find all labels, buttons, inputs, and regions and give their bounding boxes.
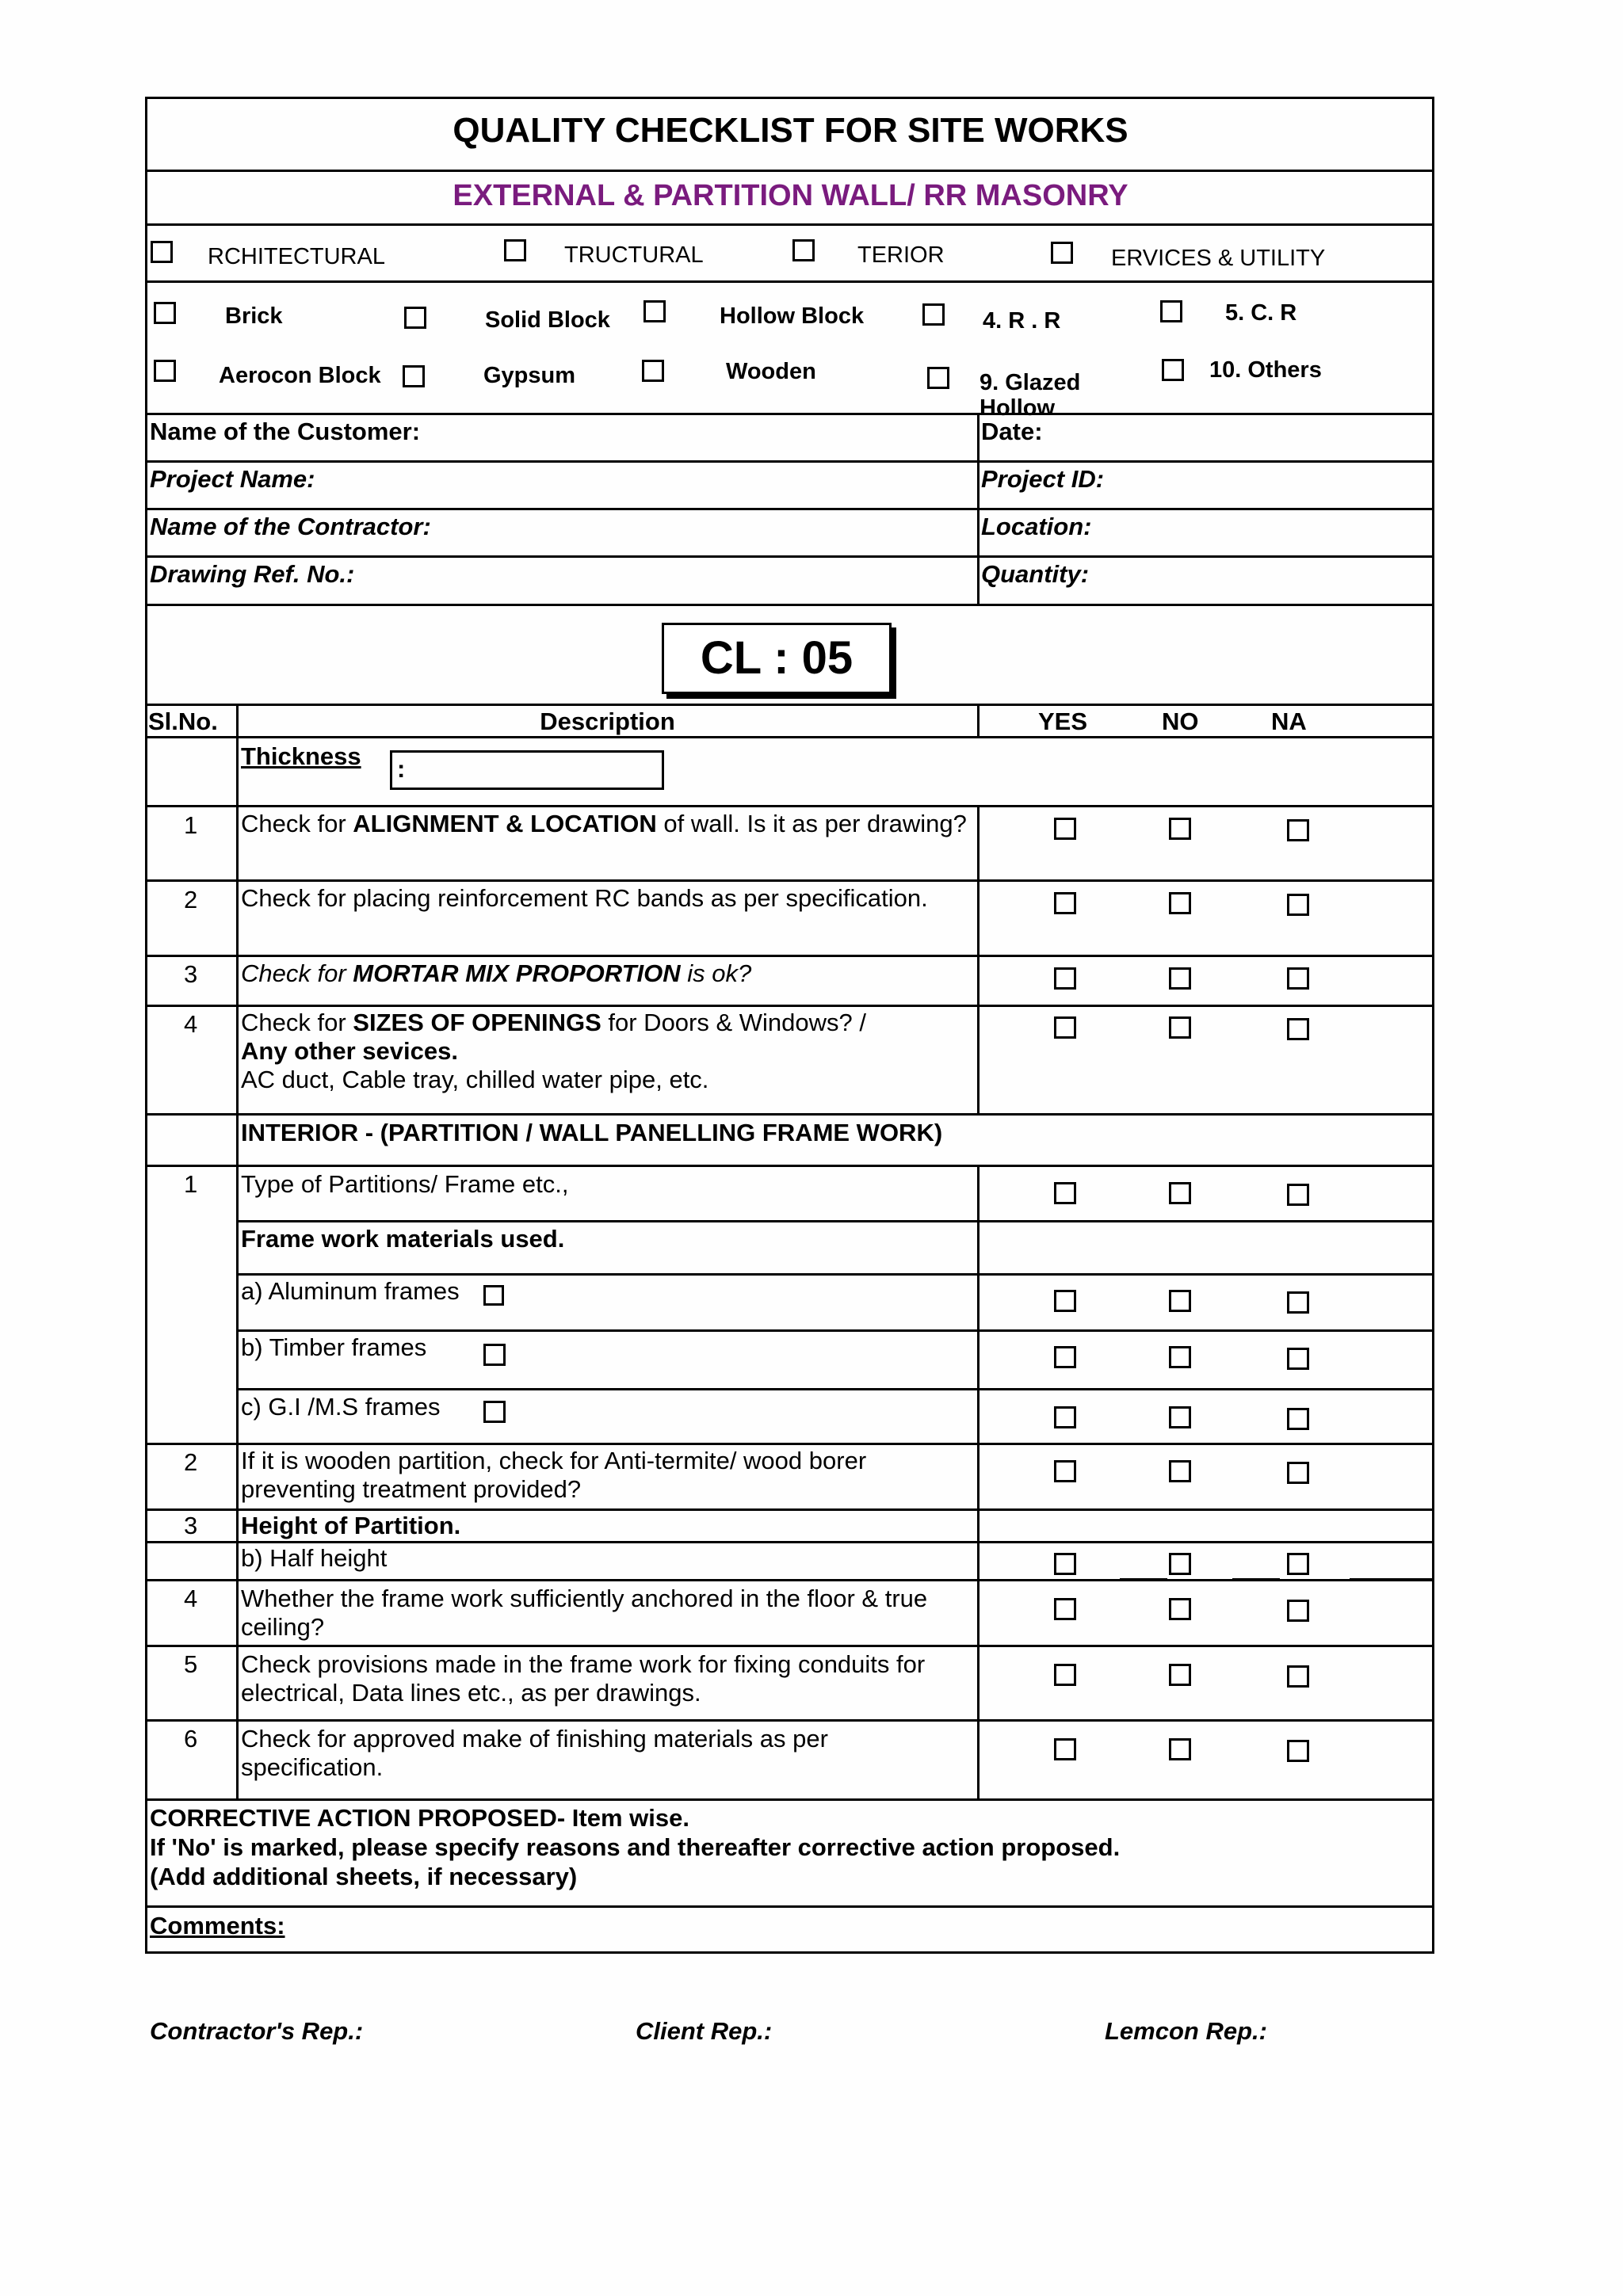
row-description: a) Aluminum frames bbox=[241, 1277, 460, 1305]
rule bbox=[145, 1798, 1434, 1801]
customer-label: Name of the Customer: bbox=[150, 418, 421, 445]
date-label: Date: bbox=[981, 418, 1043, 445]
col-header-na: NA bbox=[1271, 707, 1307, 735]
category-checkbox[interactable] bbox=[504, 239, 526, 261]
quantity-label: Quantity: bbox=[981, 560, 1090, 588]
interior-heading: INTERIOR - (PARTITION / WALL PANELLING FRAME WORK) bbox=[241, 1119, 943, 1146]
frame-material-checkbox[interactable] bbox=[483, 1285, 504, 1306]
yes-checkbox[interactable] bbox=[1054, 1346, 1076, 1368]
material-checkbox[interactable] bbox=[922, 303, 945, 326]
thickness-label: Thickness bbox=[241, 742, 361, 770]
page-title: QUALITY CHECKLIST FOR SITE WORKS bbox=[453, 111, 1128, 150]
row-number: 1 bbox=[184, 1170, 198, 1198]
rule bbox=[1232, 1578, 1280, 1581]
corrective-heading: CORRECTIVE ACTION PROPOSED- Item wise. bbox=[150, 1804, 689, 1832]
material-checkbox[interactable] bbox=[927, 367, 949, 389]
info-divider bbox=[977, 413, 980, 606]
yes-checkbox[interactable] bbox=[1054, 1598, 1076, 1620]
slno-divider bbox=[236, 704, 239, 1801]
rule bbox=[236, 1329, 1434, 1332]
location-label: Location: bbox=[981, 513, 1092, 540]
yes-checkbox[interactable] bbox=[1054, 1553, 1076, 1575]
contractor-label: Name of the Contractor: bbox=[150, 513, 431, 540]
rule bbox=[145, 280, 1434, 283]
rule bbox=[145, 460, 1434, 463]
row-number: 6 bbox=[184, 1725, 198, 1753]
no-checkbox[interactable] bbox=[1169, 1346, 1191, 1368]
lemcon-rep-label: Lemcon Rep.: bbox=[1105, 2017, 1267, 2045]
row-number: 4 bbox=[184, 1585, 198, 1612]
no-checkbox[interactable] bbox=[1169, 1553, 1191, 1575]
yes-checkbox[interactable] bbox=[1054, 1460, 1076, 1482]
rule bbox=[145, 223, 1434, 226]
row-description: Frame work materials used. bbox=[241, 1225, 565, 1253]
yes-checkbox[interactable] bbox=[1054, 892, 1076, 914]
rule bbox=[145, 736, 1434, 738]
material-label: Solid Block bbox=[485, 307, 610, 333]
no-checkbox[interactable] bbox=[1169, 1406, 1191, 1428]
row-description: b) Half height bbox=[241, 1544, 388, 1572]
material-checkbox[interactable] bbox=[404, 307, 426, 329]
rule bbox=[145, 1165, 1434, 1167]
material-label: 10. Others bbox=[1209, 357, 1322, 383]
project-name-label: Project Name: bbox=[150, 465, 315, 493]
category-label: TRUCTURAL bbox=[564, 242, 704, 268]
row-description: Check for ALIGNMENT & LOCATION of wall. Is it as per drawing? bbox=[241, 810, 967, 837]
material-label: Aerocon Block bbox=[219, 363, 381, 388]
col-header-description: Description bbox=[540, 707, 675, 735]
rule bbox=[145, 704, 1434, 706]
category-label: TERIOR bbox=[857, 242, 945, 268]
row-number: 2 bbox=[184, 1448, 198, 1476]
material-label: 5. C. R bbox=[1225, 300, 1297, 326]
row-number: 2 bbox=[184, 886, 198, 913]
rule bbox=[236, 1388, 1434, 1390]
rule bbox=[145, 1443, 1434, 1445]
rule bbox=[145, 1719, 1434, 1722]
rule bbox=[145, 1645, 1434, 1647]
row-number: 3 bbox=[184, 960, 198, 988]
col-header-no: NO bbox=[1162, 707, 1199, 735]
yes-checkbox[interactable] bbox=[1054, 1290, 1076, 1312]
rule bbox=[1120, 1578, 1167, 1581]
row-description: Height of Partition. bbox=[241, 1512, 461, 1539]
material-label: 9. Glazed Hollow bbox=[980, 370, 1081, 419]
client-rep-label: Client Rep.: bbox=[636, 2017, 773, 2045]
na-checkbox[interactable] bbox=[1287, 1600, 1309, 1622]
na-checkbox[interactable] bbox=[1287, 1018, 1309, 1040]
material-checkbox[interactable] bbox=[403, 365, 425, 387]
row-description: b) Timber frames bbox=[241, 1333, 427, 1361]
row-number: 4 bbox=[184, 1010, 198, 1038]
no-checkbox[interactable] bbox=[1169, 967, 1191, 990]
rule bbox=[145, 170, 1434, 172]
na-checkbox[interactable] bbox=[1287, 1408, 1309, 1430]
material-checkbox[interactable] bbox=[643, 300, 666, 322]
col-header-slno: Sl.No. bbox=[148, 707, 218, 735]
category-checkbox[interactable] bbox=[1051, 242, 1073, 264]
material-checkbox[interactable] bbox=[642, 360, 664, 382]
yes-checkbox[interactable] bbox=[1054, 967, 1076, 990]
na-checkbox[interactable] bbox=[1287, 1462, 1309, 1484]
yes-checkbox[interactable] bbox=[1054, 1738, 1076, 1760]
contractor-rep-label: Contractor's Rep.: bbox=[150, 2017, 364, 2045]
rule bbox=[145, 955, 1434, 957]
category-checkbox[interactable] bbox=[792, 239, 815, 261]
na-checkbox[interactable] bbox=[1287, 819, 1309, 841]
na-checkbox[interactable] bbox=[1287, 1553, 1309, 1575]
project-id-label: Project ID: bbox=[981, 465, 1105, 493]
corrective-instruction: If 'No' is marked, please specify reasons and thereafter corrective action proposed. bbox=[150, 1833, 1121, 1861]
material-label: Wooden bbox=[726, 359, 816, 384]
rule bbox=[236, 1220, 1434, 1222]
row-description: Check for SIZES OF OPENINGS for Doors & Windows? / Any other sevices. AC duct, Cable tray, chilled water pipe, etc. bbox=[241, 1009, 866, 1093]
rule bbox=[145, 1905, 1434, 1908]
no-checkbox[interactable] bbox=[1169, 818, 1191, 840]
no-checkbox[interactable] bbox=[1169, 1182, 1191, 1204]
yes-checkbox[interactable] bbox=[1054, 1182, 1076, 1204]
no-checkbox[interactable] bbox=[1169, 1664, 1191, 1686]
yes-checkbox[interactable] bbox=[1054, 1406, 1076, 1428]
no-checkbox[interactable] bbox=[1169, 892, 1191, 914]
corrective-note: (Add additional sheets, if necessary) bbox=[150, 1863, 578, 1890]
row-description: Whether the frame work sufficiently anchored in the floor & true ceiling? bbox=[241, 1585, 928, 1641]
row-description: c) G.I /M.S frames bbox=[241, 1393, 441, 1421]
frame-material-checkbox[interactable] bbox=[483, 1344, 506, 1366]
na-checkbox[interactable] bbox=[1287, 1740, 1309, 1762]
no-checkbox[interactable] bbox=[1169, 1738, 1191, 1760]
rule bbox=[145, 1508, 1434, 1511]
desc-divider bbox=[977, 1165, 980, 1801]
checklist-code: CL : 05 bbox=[662, 623, 892, 694]
row-number: 5 bbox=[184, 1650, 198, 1678]
material-label: 4. R . R bbox=[983, 308, 1061, 334]
material-label: Hollow Block bbox=[720, 303, 865, 329]
col-header-yes: YES bbox=[1038, 707, 1088, 735]
rule bbox=[145, 1113, 1434, 1116]
material-label: Gypsum bbox=[483, 363, 576, 388]
na-checkbox[interactable] bbox=[1287, 1184, 1309, 1206]
yes-checkbox[interactable] bbox=[1054, 1016, 1076, 1039]
row-description: Check for approved make of finishing materials as per specification. bbox=[241, 1725, 828, 1781]
no-checkbox[interactable] bbox=[1169, 1016, 1191, 1039]
rule bbox=[145, 1951, 1434, 1954]
rule bbox=[145, 1541, 1434, 1543]
material-checkbox[interactable] bbox=[1162, 359, 1184, 381]
row-number: 1 bbox=[184, 811, 198, 839]
rule bbox=[145, 413, 1434, 415]
na-checkbox[interactable] bbox=[1287, 1665, 1309, 1688]
row-description: Check for MORTAR MIX PROPORTION is ok? bbox=[241, 959, 752, 987]
frame-right bbox=[1432, 97, 1434, 1953]
frame-material-checkbox[interactable] bbox=[483, 1401, 506, 1423]
frame-left bbox=[145, 97, 147, 1953]
no-checkbox[interactable] bbox=[1169, 1598, 1191, 1620]
rule bbox=[145, 508, 1434, 510]
rule bbox=[145, 879, 1434, 882]
row-description: If it is wooden partition, check for Anti-termite/ wood borer preventing treatment provided? bbox=[241, 1447, 867, 1503]
material-checkbox[interactable] bbox=[1160, 300, 1182, 322]
page-subtitle: EXTERNAL & PARTITION WALL/ RR MASONRY bbox=[453, 179, 1128, 212]
na-checkbox[interactable] bbox=[1287, 894, 1309, 916]
rule bbox=[145, 97, 1434, 99]
no-checkbox[interactable] bbox=[1169, 1460, 1191, 1482]
material-label: Brick bbox=[225, 303, 283, 329]
yes-checkbox[interactable] bbox=[1054, 1664, 1076, 1686]
rule bbox=[145, 805, 1434, 807]
yes-checkbox[interactable] bbox=[1054, 818, 1076, 840]
rule bbox=[145, 604, 1434, 606]
category-checkbox[interactable] bbox=[151, 241, 173, 263]
na-checkbox[interactable] bbox=[1287, 1348, 1309, 1370]
row-description: Check provisions made in the frame work for fixing conduits for electrical, Data lines etc., as per drawings. bbox=[241, 1650, 926, 1707]
row-description: Type of Partitions/ Frame etc., bbox=[241, 1170, 569, 1198]
material-checkbox[interactable] bbox=[154, 302, 176, 324]
category-label: ERVICES & UTILITY bbox=[1111, 246, 1326, 271]
comments-label: Comments: bbox=[150, 1912, 285, 1939]
rule bbox=[236, 1273, 1434, 1276]
desc-divider bbox=[977, 704, 980, 738]
no-checkbox[interactable] bbox=[1169, 1290, 1191, 1312]
material-checkbox[interactable] bbox=[154, 360, 176, 382]
rule bbox=[1350, 1578, 1433, 1581]
drawing-ref-label: Drawing Ref. No.: bbox=[150, 560, 355, 588]
na-checkbox[interactable] bbox=[1287, 967, 1309, 990]
rule bbox=[145, 555, 1434, 558]
desc-divider bbox=[977, 805, 980, 1116]
thickness-input[interactable]: : bbox=[390, 750, 664, 790]
row-number: 3 bbox=[184, 1512, 198, 1539]
rule bbox=[145, 1005, 1434, 1007]
na-checkbox[interactable] bbox=[1287, 1291, 1309, 1314]
row-description: Check for placing reinforcement RC bands as per specification. bbox=[241, 884, 928, 912]
category-label: RCHITECTURAL bbox=[208, 244, 385, 269]
